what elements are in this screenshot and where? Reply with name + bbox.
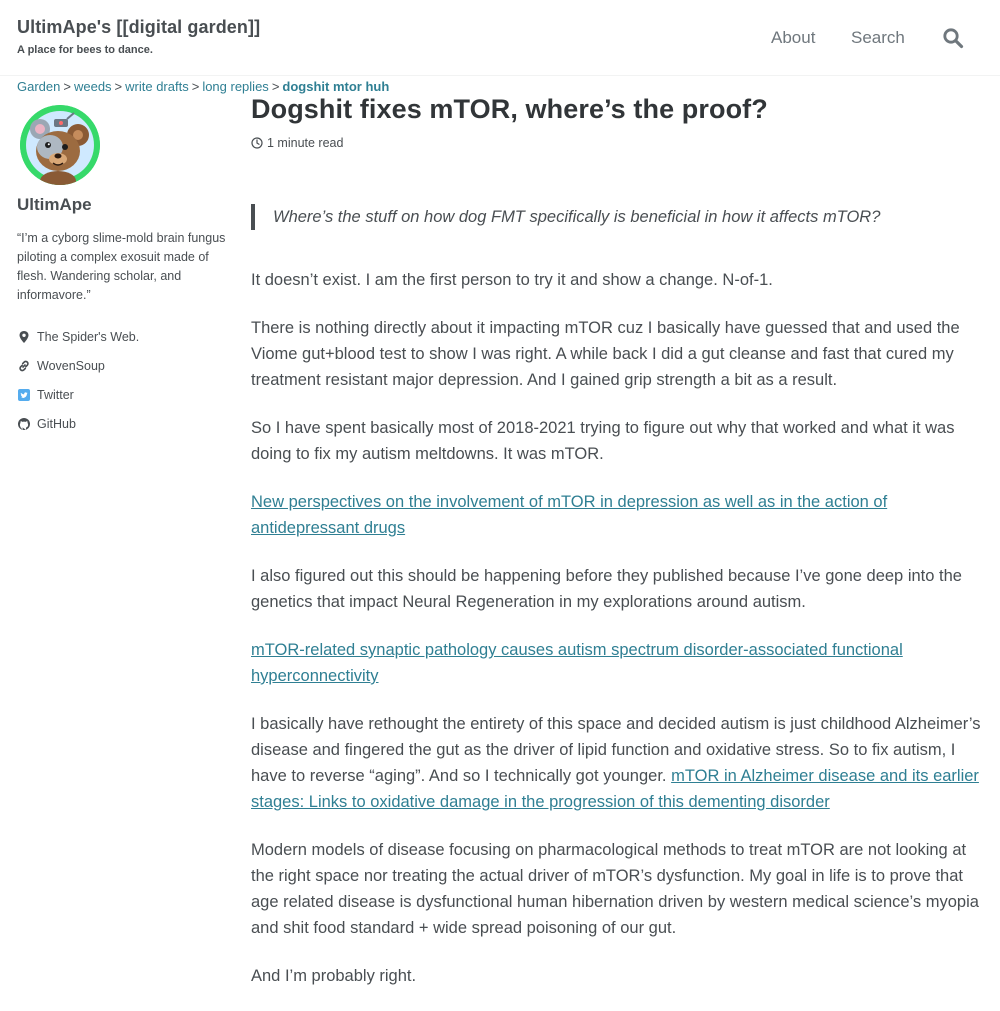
paragraph-link-2 — [251, 637, 986, 689]
breadcrumb-separator: > — [114, 79, 123, 94]
author-link-location — [17, 322, 139, 351]
article-link-mtor-autism[interactable]: mTOR-related synaptic pathology causes autism spectrum disorder-associated functional hyperconnectivity — [251, 641, 903, 685]
author-github-link[interactable]: GitHub — [37, 416, 76, 431]
paragraph-link-1 — [251, 489, 986, 541]
clock-icon — [251, 137, 263, 149]
breadcrumb-item-long-replies[interactable]: long replies — [202, 79, 269, 94]
author-link-wovensoup[interactable] — [17, 351, 139, 380]
paragraph-2: There is nothing directly about it impacting mTOR cuz I basically have guessed that and used the Viome gut+blood test to show I was right. A while back I did a gut cleanse and fast that cured my treatment resistant major depression. And I gained grip strength a bit as a result. — [251, 319, 960, 389]
map-marker-icon — [17, 330, 31, 344]
article-link-mtor-depression[interactable]: New perspectives on the involvement of mTOR in depression as well as in the action of antidepressant drugs — [251, 493, 888, 537]
read-time — [251, 136, 343, 150]
github-icon — [17, 417, 31, 431]
breadcrumb-current: dogshit mtor huh — [282, 79, 390, 94]
author-bio: “I’m a cyborg slime-mold brain fungus piloting a complex exosuit made of flesh. Wandering scholar, and informavore.” — [17, 231, 226, 302]
page-title: Dogshit fixes mTOR, where’s the proof? — [251, 94, 768, 124]
paragraph-7: And I’m probably right. — [251, 967, 417, 985]
read-time-label: 1 minute read — [267, 136, 344, 150]
nav-about-link[interactable]: About — [771, 28, 816, 47]
paragraph-5-text: I basically have rethought the entirety of this space and decided autism is just childhood Alzheimer’s disease and fingered the gut as the driver of lipid function and oxidative stress. So to fix autism, I have to reverse “aging”. And so I technically got younger. — [251, 715, 981, 785]
article-link-mtor-alzheimer[interactable]: mTOR in Alzheimer disease and its earlier stages: Links to oxidative damage in the progression of this dementing disorder — [251, 767, 979, 811]
author-name: UltimApe — [17, 195, 92, 214]
author-wovensoup-link[interactable]: WovenSoup — [37, 358, 105, 373]
bear-mouse-avatar-icon — [20, 105, 100, 185]
article-content — [251, 204, 986, 1011]
breadcrumb-item-weeds[interactable]: weeds — [73, 79, 112, 94]
paragraph-5 — [251, 711, 986, 815]
author-twitter-link[interactable]: Twitter — [37, 387, 74, 402]
site-title[interactable]: UltimApe's [[digital garden]] — [17, 17, 261, 37]
nav-search-link[interactable]: Search — [851, 28, 905, 47]
breadcrumb-separator: > — [271, 79, 280, 94]
site-subtitle: A place for bees to dance. — [17, 44, 153, 56]
author-link-github[interactable] — [17, 409, 139, 438]
twitter-icon — [17, 388, 31, 402]
search-icon[interactable] — [942, 27, 964, 49]
paragraph-1: It doesn’t exist. I am the first person to try it and show a change. N-of-1. — [251, 271, 773, 289]
paragraph-3: So I have spent basically most of 2018-2021 trying to figure out why that worked and what it was doing to fix my autism meltdowns. It was mTOR. — [251, 419, 955, 463]
breadcrumb-item-garden[interactable]: Garden — [17, 79, 61, 94]
breadcrumb-separator: > — [63, 79, 71, 94]
paragraph-6: Modern models of disease focusing on pharmacological methods to treat mTOR are not looking at the right space nor treating the actual driver of mTOR’s dysfunction. My goal in life is to prove that age related disease is dysfunctional human hibernation driven by western medical science’s myopia and shit food standard + wide spread poisoning of our gut. — [251, 841, 979, 937]
paragraph-4: I also figured out this should be happening before they published because I’ve gone deep into the genetics that impact Neural Regeneration in my explorations around autism. — [251, 567, 962, 611]
author-links — [17, 322, 139, 438]
author-location-label: The Spider's Web. — [37, 329, 140, 344]
breadcrumb — [17, 79, 389, 94]
link-icon — [17, 359, 31, 373]
breadcrumb-item-write-drafts[interactable]: write drafts — [125, 79, 189, 94]
avatar — [20, 105, 100, 185]
breadcrumb-separator: > — [191, 79, 200, 94]
author-link-twitter[interactable] — [17, 380, 139, 409]
masthead — [0, 0, 1000, 76]
blockquote: Where’s the stuff on how dog FMT specifically is beneficial in how it affects mTOR? — [251, 204, 986, 230]
